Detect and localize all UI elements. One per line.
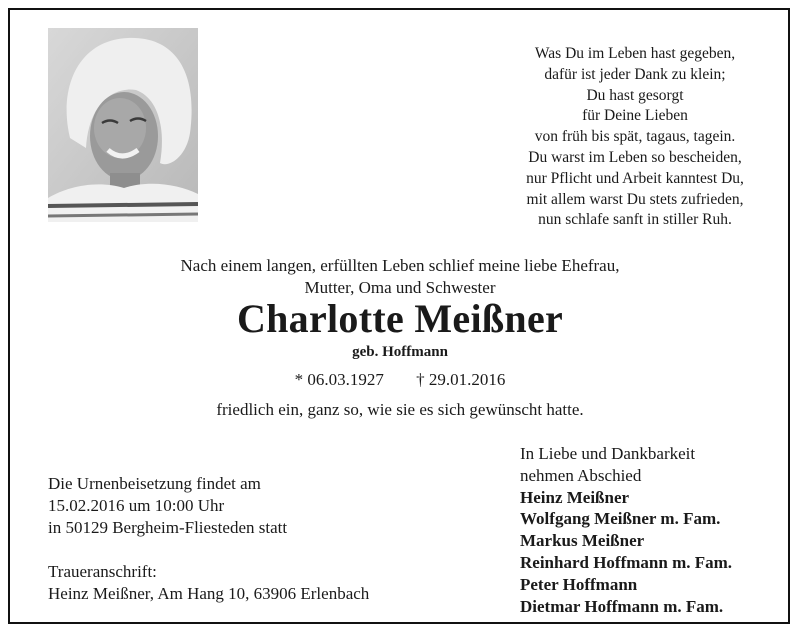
burial-line: in 50129 Bergheim-Fliesteden statt: [48, 518, 288, 537]
poem-line: nur Pflicht und Arbeit kanntest Du,: [526, 169, 744, 187]
life-dates: [0, 370, 800, 390]
family-list: [520, 443, 732, 617]
death-date: † 29.01.2016: [416, 370, 506, 389]
address-value: Heinz Meißner, Am Hang 10, 63906 Erlenbach: [48, 584, 370, 603]
burial-line: 15.02.2016 um 10:00 Uhr: [48, 496, 225, 515]
address-label: Traueranschrift:: [48, 562, 157, 581]
burial-info: [48, 473, 287, 539]
mourner-name: Peter Hoffmann: [520, 574, 638, 594]
poem-line: Was Du im Leben hast gegeben,: [534, 45, 736, 62]
poem-line: Du warst im Leben so bescheiden,: [528, 148, 742, 166]
portrait-image: [48, 28, 198, 222]
family-intro-line: nehmen Abschied: [520, 465, 642, 485]
intro-line: Mutter, Oma und Schwester: [304, 278, 496, 297]
birth-date: * 06.03.1927: [294, 370, 384, 389]
birth-name: geb. Hoffmann: [352, 344, 448, 360]
announcement-closing: friedlich ein, ganz so, wie sie es sich gewünscht hatte.: [216, 400, 584, 419]
poem-line: Du hast gesorgt: [586, 86, 684, 104]
burial-line: Die Urnenbeisetzung findet am: [48, 474, 261, 493]
portrait-photo: [48, 28, 198, 222]
announcement-intro: [0, 255, 800, 299]
family-intro-line: In Liebe und Dankbarkeit: [520, 444, 696, 463]
mourner-name: Heinz Meißner: [520, 487, 630, 507]
mourner-name: Dietmar Hoffmann m. Fam.: [520, 596, 724, 616]
mourner-name: Reinhard Hoffmann m. Fam.: [520, 552, 733, 572]
mourner-name: Markus Meißner: [520, 531, 645, 551]
intro-line: Nach einem langen, erfüllten Leben schlief meine liebe Ehefrau,: [180, 256, 620, 275]
mourning-address: [48, 561, 369, 605]
mourner-name: Wolfgang Meißner m. Fam.: [520, 509, 721, 529]
poem-line: von früh bis spät, tagaus, tagein.: [534, 128, 736, 146]
poem: [490, 44, 780, 231]
poem-line: nun schlafe sanft in stiller Ruh.: [538, 211, 732, 229]
poem-line: für Deine Lieben: [582, 107, 688, 125]
poem-line: dafür ist jeder Dank zu klein;: [544, 65, 726, 83]
poem-line: mit allem warst Du stets zufrieden,: [526, 190, 744, 208]
deceased-name: Charlotte Meißner: [236, 296, 564, 341]
